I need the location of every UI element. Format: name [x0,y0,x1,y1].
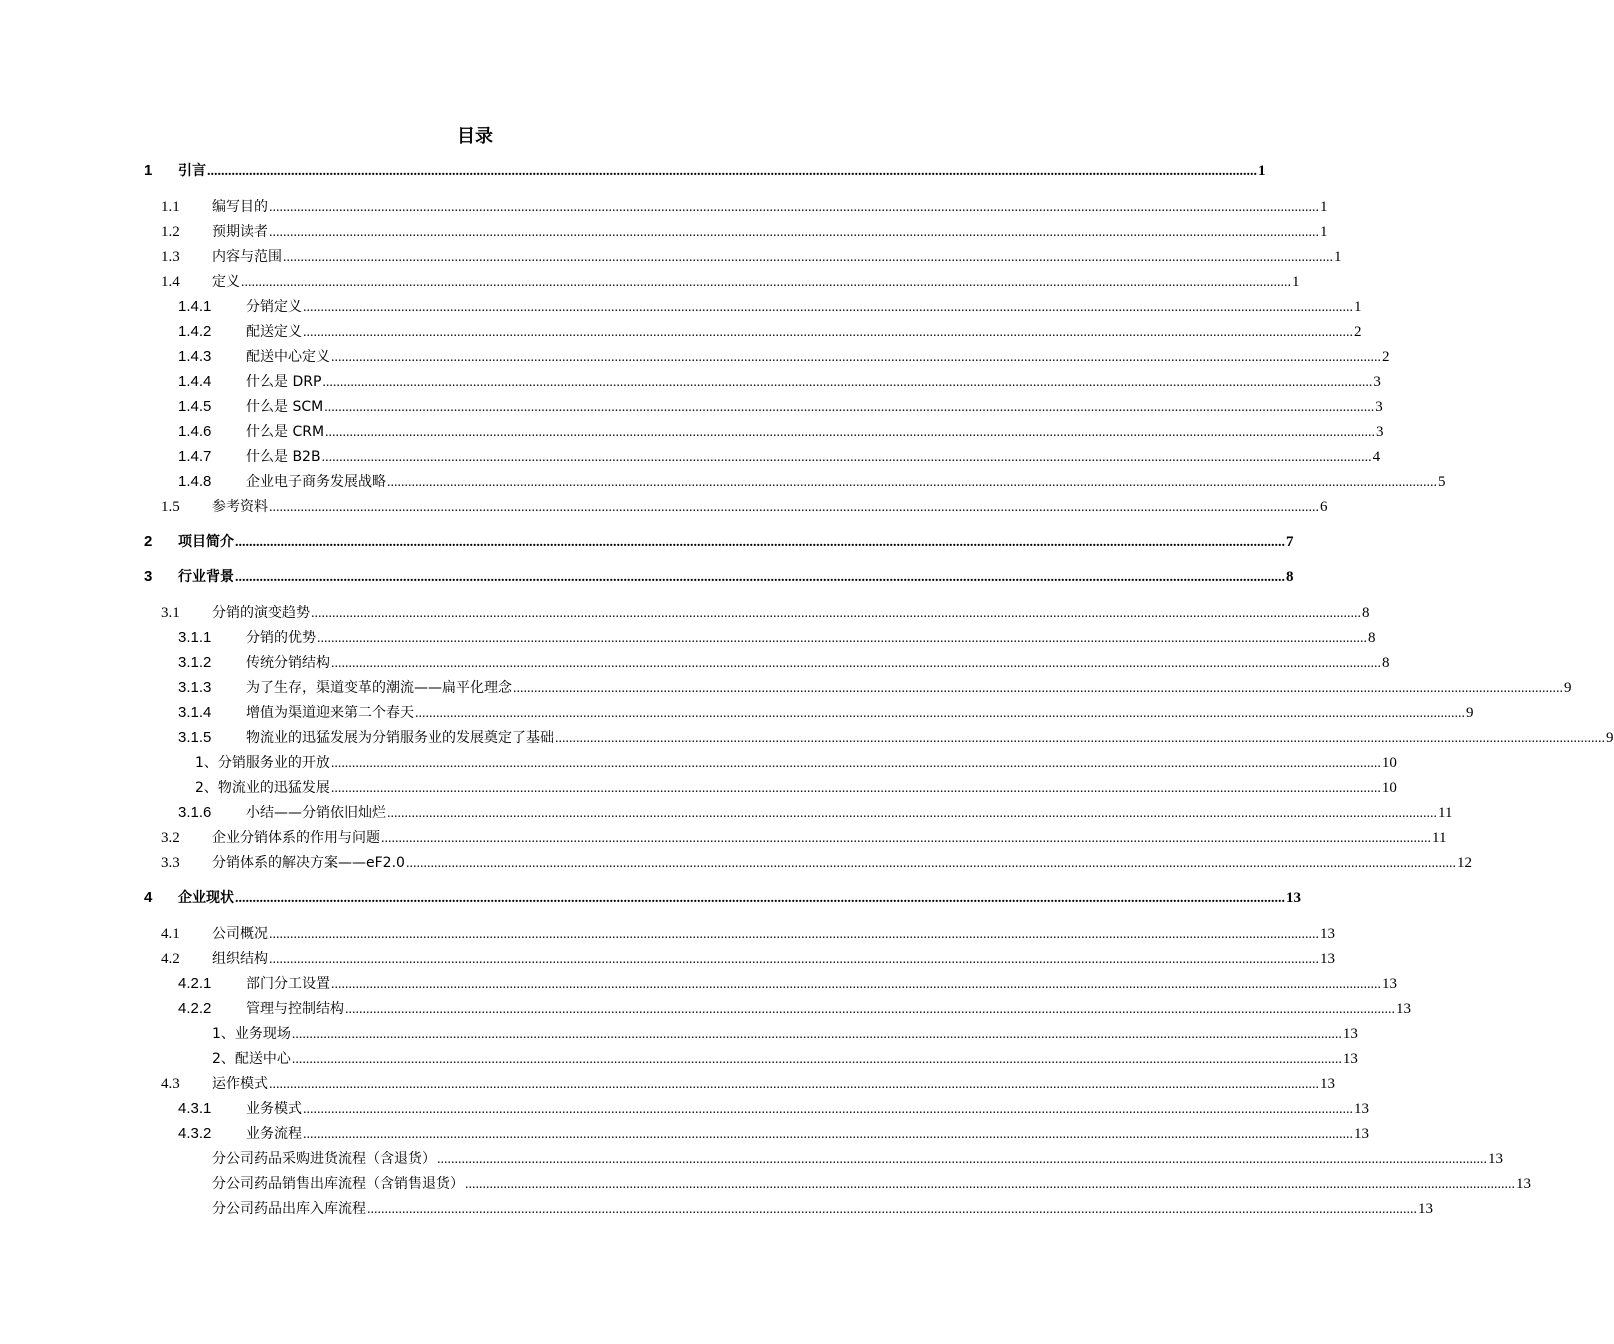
toc-entry-label: 参考资料 [212,499,268,515]
toc-entry-page-number: 3 [1373,374,1381,390]
toc-entry-page-number: 11 [1432,830,1447,846]
toc-entry-number: 4.1 [161,926,180,942]
toc-entry-label: 什么是 CRM [246,424,325,440]
toc-entry-label: 管理与控制结构 [246,1001,344,1017]
toc-entry-page-number: 1 [1320,224,1328,240]
toc-entry-label: 什么是 B2B [246,449,321,465]
toc-entry[interactable] [0,1073,1335,1095]
toc-entry-page-number: 1 [1292,274,1300,290]
toc-entry[interactable] [0,1048,1358,1070]
toc-entry-label: 公司概况 [212,926,268,942]
toc-leader-dots: ............................................................................................................................................................................................................................................................................................................ [415,706,1465,721]
toc-entry-page-number: 13 [1488,1151,1503,1167]
toc-entry-page-number: 1 [1258,163,1266,179]
toc-entry-number: 3.1.3 [178,679,212,696]
toc-entry-label: 分销的演变趋势 [212,605,310,621]
toc-entry-label: 企业现状 [178,890,234,906]
toc-entry-number: 1.4.7 [178,448,212,465]
toc-leader-dots: ............................................................................................................................................................................................................................................................................................................ [303,325,1353,340]
toc-entry-number: 4.2 [161,951,180,967]
toc-leader-dots: ............................................................................................................................................................................................................................................................................................................ [331,350,1381,365]
toc-entry-page-number: 13 [1320,926,1335,942]
toc-entry-label: 分公司药品出库入库流程 [212,1201,366,1217]
toc-entry[interactable] [0,827,1447,849]
toc-leader-dots: ............................................................................................................................................................................................................................................................................................................ [513,681,1563,696]
toc-entry-label: 企业电子商务发展战略 [246,474,386,490]
toc-entry-page-number: 1 [1354,299,1362,315]
toc-entry-page-number: 10 [1381,780,1397,796]
toc-entry-page-number: 12 [1456,855,1472,871]
toc-entry[interactable] [0,1173,1531,1195]
toc-entry-page-number: 13 [1342,1051,1358,1067]
toc-entry-label: 传统分销结构 [246,655,330,671]
toc-leader-dots: ............................................................................................................................................................................................................................................................................................................ [269,1077,1319,1092]
toc-leader-dots: ............................................................................................................................................................................................................................................................................................................ [381,831,1431,846]
toc-leader-dots: ............................................................................................................................................................................................................................................................................................................ [405,856,1456,871]
toc-title: 目录 [457,126,493,147]
toc-entry[interactable] [0,346,1390,368]
toc-entry[interactable] [0,471,1446,493]
toc-entry[interactable] [0,752,1397,774]
toc-entry-number: 3.1 [161,605,180,621]
toc-entry-label: 1、业务现场 [212,1026,291,1042]
toc-entry[interactable] [0,1098,1369,1120]
toc-entry-label: 什么是 SCM [246,399,324,415]
toc-leader-dots: ............................................................................................................................................................................................................................................................................................................ [331,977,1381,992]
toc-entry-number: 3.1.2 [178,654,212,671]
toc-entry-number: 3.3 [161,855,180,871]
toc-entry-page-number: 2 [1354,324,1362,340]
toc-leader-dots: ............................................................................................................................................................................................................................................................................................................ [269,952,1319,967]
toc-entry-label: 分公司药品销售出库流程（含销售退货） [212,1176,464,1192]
toc-entry-number: 3.2 [161,830,180,846]
toc-entry-number: 1.1 [161,199,180,215]
toc-entry-page-number: 4 [1372,449,1381,465]
toc-entry[interactable] [0,1123,1369,1145]
toc-entry-page-number: 13 [1354,1126,1369,1142]
toc-leader-dots: ............................................................................................................................................................................................................................................................................................................ [367,1202,1417,1217]
toc-entry[interactable] [0,802,1453,824]
toc-entry[interactable] [0,160,1266,182]
toc-entry[interactable] [0,496,1328,518]
toc-leader-dots: ............................................................................................................................................................................................................................................................................................................ [345,1002,1395,1017]
toc-entry-page-number: 8 [1382,655,1390,671]
toc-entry[interactable] [0,566,1294,588]
toc-entry-page-number: 1 [1320,199,1328,215]
toc-entry[interactable] [0,196,1328,218]
toc-entry[interactable] [0,1148,1503,1170]
toc-entry-page-number: 8 [1368,630,1376,646]
toc-entry-label: 内容与范围 [212,249,282,265]
toc-entry[interactable] [0,727,1614,749]
toc-entry-label: 什么是 DRP [246,374,322,390]
toc-leader-dots: ............................................................................................................................................................................................................................................................................................................ [331,656,1381,671]
toc-entry-label: 分销的优势 [246,630,316,646]
toc-entry-label: 行业背景 [178,569,234,585]
toc-leader-dots: ............................................................................................................................................................................................................................................................................................................ [330,781,1381,796]
toc-entry-page-number: 1 [1334,249,1342,265]
toc-entry-page-number: 9 [1606,730,1614,746]
toc-entry-number: 1.4.5 [178,398,212,415]
toc-entry-page-number: 13 [1342,1026,1358,1042]
toc-entry-number: 4.3 [161,1076,180,1092]
toc-entry-label: 为了生存，渠道变革的潮流——扁平化理念 [246,680,512,696]
toc-leader-dots: ............................................................................................................................................................................................................................................................................................................ [235,570,1285,585]
toc-leader-dots: ............................................................................................................................................................................................................................................................................................................ [321,450,1372,465]
toc-entry-label: 小结——分销依旧灿烂 [246,805,386,821]
toc-entry-page-number: 13 [1320,1076,1335,1092]
toc-entry-page-number: 13 [1516,1176,1531,1192]
toc-entry-page-number: 9 [1564,680,1572,696]
toc-entry-page-number: 6 [1320,499,1328,515]
toc-entry-number: 3.1.4 [178,704,212,721]
toc-entry[interactable] [0,973,1397,995]
toc-entry-label: 部门分工设置 [246,976,330,992]
toc-leader-dots: ............................................................................................................................................................................................................................................................................................................ [283,250,1333,265]
toc-entry-page-number: 7 [1286,534,1294,550]
toc-entry-number: 1.4.6 [178,423,212,440]
toc-entry-page-number: 13 [1320,951,1335,967]
toc-entry[interactable] [0,1023,1358,1045]
toc-leader-dots: ............................................................................................................................................................................................................................................................................................................ [317,631,1367,646]
toc-entry-number: 3 [144,568,153,585]
toc-entry[interactable] [0,852,1472,874]
toc-leader-dots: ............................................................................................................................................................................................................................................................................................................ [291,1027,1342,1042]
toc-entry-page-number: 8 [1286,569,1294,585]
toc-entry-number: 4.3.2 [178,1125,212,1142]
toc-entry-page-number: 3 [1376,424,1384,440]
toc-entry[interactable] [0,652,1390,674]
toc-entry-label: 物流业的迅猛发展为分销服务业的发展奠定了基础 [246,730,554,746]
toc-entry-number: 1.4.2 [178,323,212,340]
toc-entry-label: 增值为渠道迎来第二个春天 [246,705,414,721]
toc-leader-dots: ............................................................................................................................................................................................................................................................................................................ [325,425,1376,440]
toc-entry-label: 2、配送中心 [212,1051,291,1067]
toc-entry-page-number: 13 [1354,1101,1369,1117]
toc-entry-number: 1 [144,162,153,179]
toc-entry-page-number: 10 [1381,755,1397,771]
toc-entry-label: 业务模式 [246,1101,302,1117]
toc-entry-label: 分销定义 [246,299,302,315]
toc-entry-number: 2 [144,533,153,550]
toc-entry[interactable] [0,321,1362,343]
toc-entry-label: 运作模式 [212,1076,268,1092]
toc-entry-number: 1.4.3 [178,348,212,365]
toc-entry[interactable] [0,396,1383,418]
toc-entry-number: 1.3 [161,249,180,265]
toc-entry-number: 1.5 [161,499,180,515]
toc-entry[interactable] [0,271,1300,293]
toc-leader-dots: ............................................................................................................................................................................................................................................................................................................ [303,300,1353,315]
toc-entry[interactable] [0,296,1362,318]
toc-entry-page-number: 13 [1396,1001,1411,1017]
toc-entry-page-number: 9 [1466,705,1474,721]
toc-entry[interactable] [0,602,1370,624]
toc-leader-dots: ............................................................................................................................................................................................................................................................................................................ [269,200,1319,215]
toc-entry[interactable] [0,246,1342,268]
toc-entry-number: 1.4 [161,274,180,290]
toc-entry-page-number: 2 [1382,349,1390,365]
toc-leader-dots: ............................................................................................................................................................................................................................................................................................................ [555,731,1605,746]
toc-entry-number: 1.4.4 [178,373,212,390]
toc-entry[interactable] [0,221,1328,243]
toc-entry-label: 项目简介 [178,534,234,550]
toc-entry-number: 4.2.1 [178,975,212,992]
toc-entry-page-number: 13 [1286,890,1301,906]
toc-entry-page-number: 8 [1362,605,1370,621]
toc-entry[interactable] [0,1198,1433,1220]
toc-entry-page-number: 5 [1438,474,1446,490]
toc-entry[interactable] [0,371,1381,393]
toc-entry-number: 4.3.1 [178,1100,212,1117]
toc-entry-number: 3.1.1 [178,629,212,646]
toc-leader-dots: ............................................................................................................................................................................................................................................................................................................ [437,1152,1487,1167]
toc-entry[interactable] [0,998,1411,1020]
toc-leader-dots: ............................................................................................................................................................................................................................................................................................................ [303,1102,1353,1117]
toc-leader-dots: ............................................................................................................................................................................................................................................................................................................ [235,891,1285,906]
toc-leader-dots: ............................................................................................................................................................................................................................................................................................................ [303,1127,1353,1142]
toc-entry-label: 定义 [212,274,240,290]
toc-leader-dots: ............................................................................................................................................................................................................................................................................................................ [311,606,1361,621]
toc-entry-page-number: 3 [1375,399,1383,415]
toc-entry[interactable] [0,421,1384,443]
toc-leader-dots: ............................................................................................................................................................................................................................................................................................................ [269,500,1319,515]
toc-entry-number: 3.1.6 [178,804,212,821]
toc-leader-dots: ............................................................................................................................................................................................................................................................................................................ [465,1177,1515,1192]
toc-entry-label: 编写目的 [212,199,268,215]
toc-entry[interactable] [0,887,1301,909]
toc-entry-number: 3.1.5 [178,729,212,746]
toc-entry[interactable] [0,677,1572,699]
toc-entry[interactable] [0,531,1294,553]
toc-entry-label: 组织结构 [212,951,268,967]
toc-leader-dots: ............................................................................................................................................................................................................................................................................................................ [387,475,1437,490]
toc-entry-label: 分公司药品采购进货流程（含退货） [212,1151,436,1167]
toc-entry-page-number: 13 [1418,1201,1433,1217]
toc-entry[interactable] [0,777,1397,799]
toc-entry[interactable] [0,948,1335,970]
toc-entry-label: 配送定义 [246,324,302,340]
toc-leader-dots: ............................................................................................................................................................................................................................................................................................................ [387,806,1437,821]
toc-entry-number: 1.4.8 [178,473,212,490]
toc-entry-number: 4 [144,889,153,906]
toc-entry-label: 引言 [178,163,206,179]
toc-entry-number: 1.4.1 [178,298,212,315]
toc-entry-number: 4.2.2 [178,1000,212,1017]
toc-leader-dots: ............................................................................................................................................................................................................................................................................................................ [269,225,1319,240]
toc-entry[interactable] [0,923,1335,945]
toc-entry[interactable] [0,702,1474,724]
toc-entry[interactable] [0,446,1381,468]
toc-entry-number: 1.2 [161,224,180,240]
toc-leader-dots: ............................................................................................................................................................................................................................................................................................................ [235,535,1285,550]
toc-leader-dots: ............................................................................................................................................................................................................................................................................................................ [269,927,1319,942]
toc-entry-label: 1、分销服务业的开放 [195,755,330,771]
toc-entry-label: 配送中心定义 [246,349,330,365]
toc-leader-dots: ............................................................................................................................................................................................................................................................................................................ [291,1052,1342,1067]
toc-leader-dots: ............................................................................................................................................................................................................................................................................................................ [207,164,1257,179]
toc-leader-dots: ............................................................................................................................................................................................................................................................................................................ [330,756,1381,771]
toc-entry-page-number: 11 [1438,805,1453,821]
toc-leader-dots: ............................................................................................................................................................................................................................................................................................................ [322,375,1373,390]
toc-entry-label: 业务流程 [246,1126,302,1142]
toc-entry[interactable] [0,627,1376,649]
toc-leader-dots: ............................................................................................................................................................................................................................................................................................................ [324,400,1375,415]
toc-entry-label: 2、物流业的迅猛发展 [195,780,330,796]
toc-leader-dots: ............................................................................................................................................................................................................................................................................................................ [241,275,1291,290]
toc-entry-label: 分销体系的解决方案——eF2.0 [212,855,405,871]
toc-entry-label: 预期读者 [212,224,268,240]
toc-entry-label: 企业分销体系的作用与问题 [212,830,380,846]
toc-entry-page-number: 13 [1382,976,1397,992]
